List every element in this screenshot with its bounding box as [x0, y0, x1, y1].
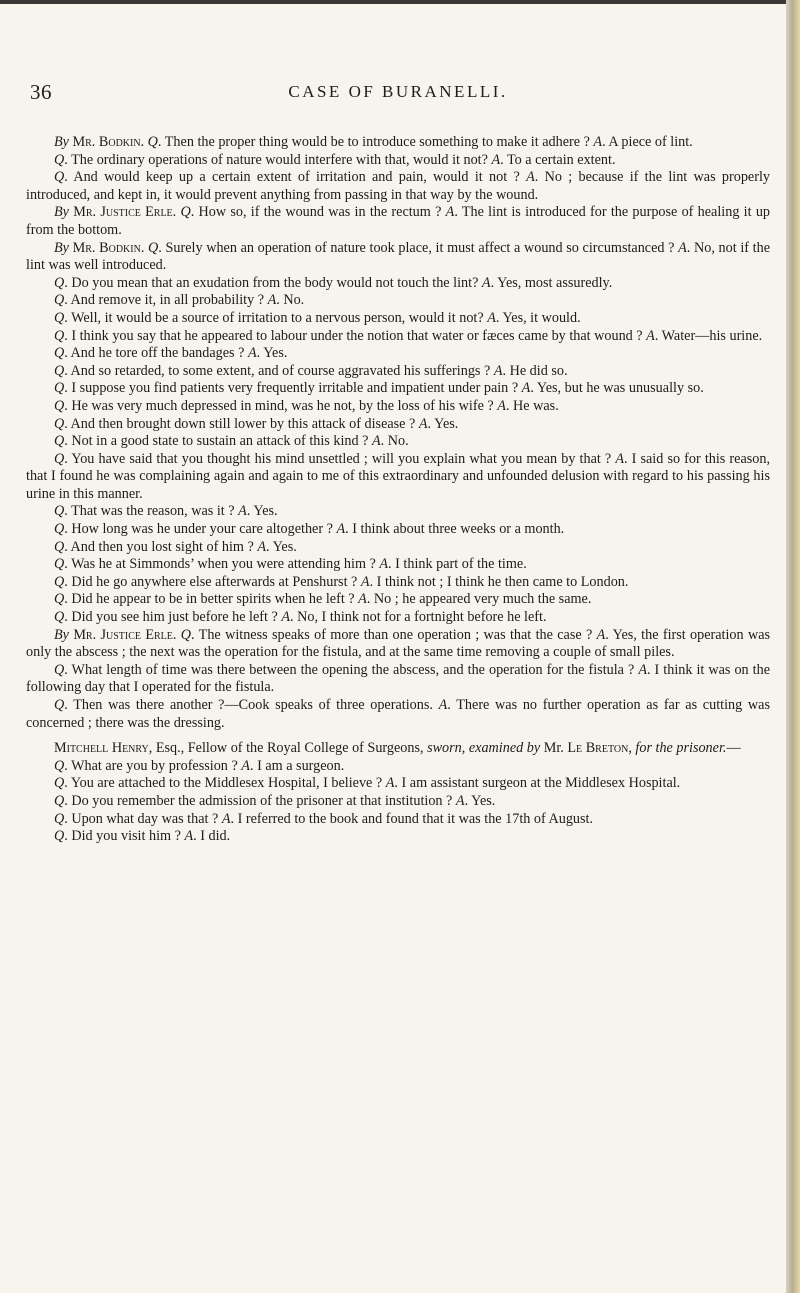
text-run: . No, I think not for a fortnight before he left. [290, 609, 547, 626]
italic-marker: A [521, 380, 531, 397]
text-run: . To a certain extent. [500, 151, 616, 168]
italic-marker: A [385, 775, 395, 792]
text-run: . Yes, but he was unusually so. [530, 380, 704, 397]
text-run: . Yes, most assuredly. [490, 274, 613, 291]
text-run: . What length of time was there between the opening the abscess, and the operation for the fistula ? [64, 661, 639, 678]
italic-marker: A [455, 792, 465, 809]
testimony-paragraph [26, 627, 770, 662]
italic-marker: Q [54, 591, 65, 608]
text-run: . Was he at Simmonds’ when you were attending him ? [64, 556, 380, 573]
italic-marker: Q [54, 415, 65, 432]
italic-marker: Q [54, 151, 65, 168]
italic-marker: Q [54, 828, 65, 845]
text-run: . Yes. [427, 415, 459, 432]
text-run: . Surely when an operation of nature took place, it must affect a wound so circumstanced ? [158, 239, 679, 256]
italic-marker: Q [54, 521, 65, 538]
text-run: . Then the proper thing would be to introduce something to make it adhere ? [157, 134, 594, 150]
text-run: , Esq., Fellow of the Royal College of Surgeons, [148, 740, 428, 757]
italic-marker: Q [147, 134, 158, 150]
text-run: . Did he appear to be in better spirits when he left ? [64, 591, 359, 608]
italic-marker: A [267, 292, 277, 309]
text-run: . A piece of lint. [602, 134, 693, 150]
italic-marker: Q [54, 397, 65, 414]
italic-marker: Q [54, 697, 65, 713]
text-run: . No ; he appeared very much the same. [366, 591, 592, 608]
italic-marker: Q [54, 309, 65, 326]
testimony-paragraph [26, 758, 770, 776]
italic-marker: Q [54, 775, 65, 792]
italic-marker: A [596, 626, 606, 643]
page-number: 36 [30, 80, 52, 104]
text-run: . How so, if the wound was in the rectum ? [190, 204, 446, 221]
testimony-paragraph [26, 609, 770, 627]
italic-marker: A [379, 556, 389, 573]
italic-marker: A [615, 450, 624, 467]
testimony-paragraph [26, 828, 770, 846]
testimony-paragraph [26, 398, 770, 416]
text-run: . I am assistant surgeon at the Middlesex Hospital. [394, 775, 681, 792]
text-run: . The lint is introduced for the purpose of healing it up from the bottom. [26, 204, 771, 238]
testimony-paragraph [26, 591, 770, 609]
text-run: . I think about three weeks or a month. [345, 521, 565, 538]
italic-marker: Q [54, 792, 65, 809]
text-run: . No. [276, 292, 305, 309]
italic-marker: Q [54, 503, 65, 520]
text-run: . Water—his urine. [654, 327, 763, 344]
text-run: . The ordinary operations of nature would interfere with that, would it not? [64, 151, 492, 168]
testimony-paragraph [26, 380, 770, 398]
italic-marker: A [526, 169, 535, 186]
testimony-paragraph [26, 328, 770, 346]
book-page [24, 0, 772, 1293]
italic-marker: A [497, 397, 506, 414]
speaker-name: Mr. Justice Erle [73, 204, 173, 221]
italic-marker: sworn, examined by [427, 740, 541, 757]
running-title: CASE OF BURANELLI. [288, 82, 508, 101]
text-run: . There was no further operation as far as cutting was concerned ; there was the dressing. [26, 697, 770, 731]
testimony-paragraph [26, 503, 770, 521]
italic-marker: A [438, 697, 448, 713]
text-run: . How long was he under your care altogether ? [64, 521, 337, 538]
page-gutter [786, 0, 800, 1293]
text-run: . [172, 626, 181, 643]
text-run: . I referred to the book and found that it was the 17th of August. [230, 810, 594, 827]
witness-heading [26, 740, 770, 758]
text-run: . Yes. [246, 503, 278, 520]
text-run: . Do you mean that an exudation from the body would not touch the lint? [64, 274, 482, 291]
testimony-paragraph [26, 556, 770, 574]
text-run: . He did so. [502, 362, 568, 379]
text-run: . No. [380, 433, 409, 450]
italic-marker: Q [148, 239, 159, 256]
text-run: . Yes. [266, 538, 297, 555]
italic-marker: A [418, 415, 428, 432]
text-run: . I think it was on the following day that I operated for the fistula. [26, 661, 771, 696]
text-run: . Then was there another ?—Cook speaks of three operations. [64, 697, 439, 713]
italic-marker: Q [54, 661, 65, 678]
italic-marker: for the prisoner. [635, 740, 727, 757]
text-run: . Did you see him just before he left ? [64, 609, 282, 626]
italic-marker: A [238, 503, 247, 520]
italic-marker: A [638, 661, 647, 678]
text-run: . Did you visit him ? [64, 828, 185, 845]
italic-marker: Q [54, 573, 65, 590]
testimony-paragraph [26, 134, 770, 152]
italic-marker: A [493, 362, 503, 379]
italic-marker: A [445, 204, 455, 221]
text-run: . Yes, it would. [495, 309, 581, 326]
italic-marker: A [481, 274, 491, 291]
testimony-paragraph [26, 152, 770, 170]
text-run: . No ; because if the lint was properly introduced, and kept in, it would prevent anything from passing in that way by the wound. [26, 169, 770, 203]
text-run: . And would keep up a certain extent of irritation and pain, would it not ? [64, 169, 527, 186]
text-run: . [172, 204, 181, 221]
text-run: . I am a surgeon. [249, 757, 345, 774]
testimony-paragraph [26, 204, 770, 239]
text-run: . That was the reason, was it ? [64, 503, 239, 520]
testimony-paragraph [26, 169, 770, 204]
text-run: . [140, 239, 149, 256]
italic-marker: A [247, 345, 257, 362]
testimony-paragraph [26, 697, 770, 732]
text-run: Mr. [540, 740, 568, 757]
italic-marker: Q [54, 609, 65, 626]
testimony-paragraph [26, 240, 770, 275]
italic-marker: A [360, 573, 370, 590]
text-run: . Not in a good state to sustain an attack of this kind ? [64, 433, 372, 450]
text-run: . What are you by profession ? [64, 757, 242, 774]
speaker-name: Mr. Justice Erle [73, 626, 173, 643]
italic-marker: By [54, 204, 69, 221]
text-run: . He was very much depressed in mind, was he not, by the loss of his wife ? [64, 397, 498, 414]
testimony-paragraph [26, 521, 770, 539]
testimony-paragraph [26, 574, 770, 592]
text-run: . And remove it, in all probability ? [64, 292, 268, 309]
italic-marker: A [678, 239, 687, 256]
testimony-paragraph [26, 292, 770, 310]
testimony-paragraph [26, 775, 770, 793]
text-run: . No, not if the lint was well introduced. [26, 239, 771, 274]
italic-marker: Q [54, 292, 65, 309]
italic-marker: Q [180, 626, 192, 643]
text-run: . Yes. [256, 345, 288, 362]
italic-marker: Q [54, 362, 65, 379]
speaker-name: Mitchell Henry [54, 740, 149, 757]
italic-marker: Q [54, 345, 65, 362]
text-run: . Upon what day was that ? [64, 810, 222, 827]
italic-marker: A [646, 327, 655, 344]
text-run: . Yes. [464, 792, 496, 809]
speaker-name: Mr. Bodkin [72, 239, 141, 256]
italic-marker: A [371, 433, 381, 450]
text-run: . You are attached to the Middlesex Hospital, I believe ? [64, 775, 386, 792]
italic-marker: A [241, 757, 250, 774]
speaker-name: Mr. Bodkin [72, 134, 141, 150]
italic-marker: A [336, 521, 346, 538]
italic-marker: By [54, 134, 69, 150]
text-run: . I think you say that he appeared to labour under the notion that water or fæces came by that wound ? [64, 327, 647, 344]
italic-marker: Q [54, 380, 65, 397]
testimony-paragraph [26, 363, 770, 381]
text-run: . I did. [193, 828, 231, 845]
italic-marker: Q [54, 556, 65, 573]
italic-marker: By [54, 626, 69, 643]
italic-marker: Q [54, 538, 65, 555]
text-run: . I think part of the time. [388, 556, 527, 573]
text-run: . [140, 134, 148, 150]
testimony-text [26, 134, 770, 846]
testimony-paragraph [26, 539, 770, 557]
text-run: . The witness speaks of more than one operation ; was that the case ? [191, 626, 597, 643]
testimony-paragraph [26, 451, 770, 504]
italic-marker: A [221, 810, 231, 827]
speaker-name: Le Breton [567, 740, 629, 757]
page-header [24, 80, 772, 110]
italic-marker: Q [54, 810, 65, 827]
testimony-paragraph [26, 433, 770, 451]
text-run: . He was. [505, 397, 559, 414]
testimony-paragraph [26, 345, 770, 363]
text-run: . Well, it would be a source of irritation to a nervous person, would it not? [64, 309, 488, 326]
italic-marker: Q [54, 450, 65, 467]
italic-marker: A [593, 134, 603, 150]
italic-marker: Q [54, 433, 65, 450]
italic-marker: Q [54, 757, 65, 774]
testimony-paragraph [26, 310, 770, 328]
testimony-paragraph [26, 416, 770, 434]
italic-marker: A [257, 538, 267, 555]
testimony-paragraph [26, 662, 770, 697]
text-run: . You have said that you thought his mind unsettled ; will you explain what you mean by that ? [64, 450, 616, 467]
text-run: . And then you lost sight of him ? [64, 538, 258, 555]
text-run: . Do you remember the admission of the prisoner at that institution ? [64, 792, 456, 809]
text-run: . Yes, the first operation was only the abscess ; the next was the operation for the fistula, and at the same time removing a couple of small piles. [26, 626, 771, 661]
italic-marker: A [358, 591, 367, 608]
text-run: . And he tore off the bandages ? [64, 345, 248, 362]
italic-marker: A [491, 151, 501, 168]
italic-marker: A [487, 309, 496, 326]
text-run: . And then brought down still lower by this attack of disease ? [64, 415, 419, 432]
text-run: — [726, 740, 741, 757]
italic-marker: A [184, 828, 194, 845]
text-run: , [628, 740, 636, 757]
italic-marker: Q [180, 204, 191, 221]
text-run: . Did he go anywhere else afterwards at Penshurst ? [64, 573, 361, 590]
italic-marker: By [54, 239, 69, 256]
text-run: . I think not ; I think he then came to London. [369, 573, 629, 590]
text-run: . And so retarded, to some extent, and of course aggravated his sufferings ? [64, 362, 494, 379]
testimony-paragraph [26, 811, 770, 829]
text-run: . I said so for this reason, that I found he was complaining again and again to me of this extraordinary and unfounded delusion with regard to his passing his urine in this manner. [26, 450, 771, 502]
italic-marker: Q [54, 327, 65, 344]
text-run: . I suppose you find patients very frequently irritable and impatient under pain ? [64, 380, 522, 397]
italic-marker: Q [54, 169, 65, 186]
testimony-paragraph [26, 275, 770, 293]
italic-marker: Q [54, 274, 65, 291]
italic-marker: A [281, 609, 291, 626]
testimony-paragraph [26, 793, 770, 811]
